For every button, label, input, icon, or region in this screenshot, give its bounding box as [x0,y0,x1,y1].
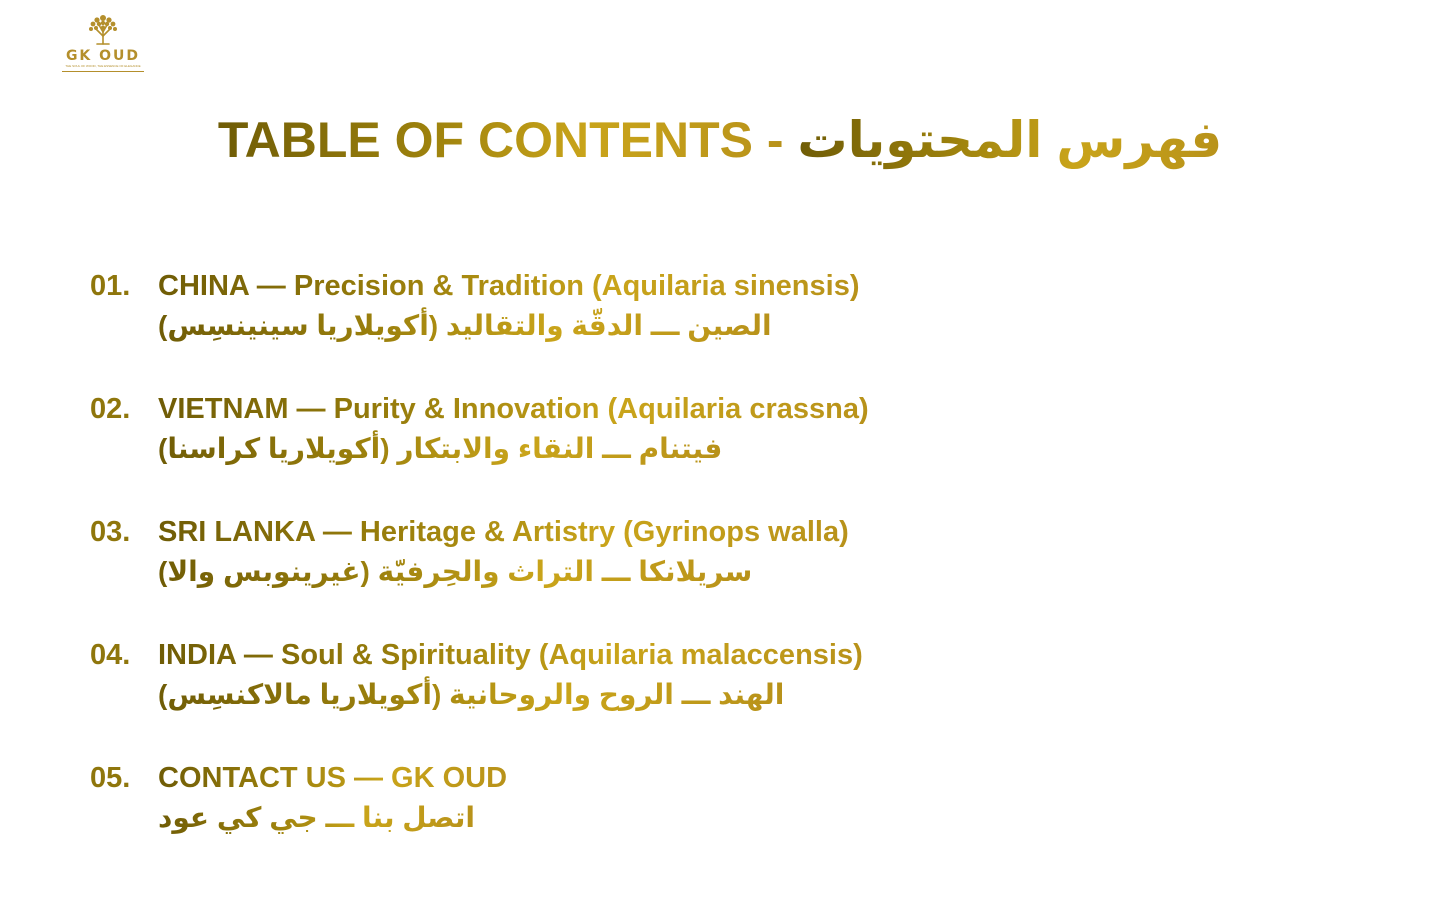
toc-entry-title-english: SRI LANKA — Heritage & Artistry (Gyrinops walla) [158,512,849,552]
page-title-english: TABLE OF CONTENTS - [218,108,784,172]
toc-list [90,266,1190,881]
toc-entry-title-arabic: فيتنام ـــ النقاء والابتكار (أكويلاريا كراسنا) [158,429,722,469]
toc-entry-number: 03. [90,516,131,548]
toc-entry-title-english: CONTACT US — GK OUD [158,758,507,798]
toc-entry[interactable] [90,266,1190,389]
brand-name: GK OUD [65,48,141,64]
brand-tagline: THE SOUL OF WOOD, THE ESSENCE OF ELEGANCE [65,64,141,68]
logo-divider [62,71,144,72]
toc-entry-title-arabic: الهند ـــ الروح والروحانية (أكويلاريا مالاكنسِس) [158,675,784,715]
page-title [0,108,1440,172]
toc-entry-title-english: CHINA — Precision & Tradition (Aquilaria sinensis) [158,266,860,306]
tree-icon [85,12,121,46]
toc-entry[interactable] [90,635,1190,758]
toc-entry-number: 01. [90,270,131,302]
toc-entry-number: 04. [90,639,131,671]
toc-entry[interactable] [90,758,1190,881]
page-title-arabic: فهرس المحتويات [797,108,1222,172]
toc-entry-title-english: VIETNAM — Purity & Innovation (Aquilaria crassna) [158,389,869,429]
toc-entry[interactable] [90,512,1190,635]
toc-entry-title-english: INDIA — Soul & Spirituality (Aquilaria malaccensis) [158,635,863,675]
toc-entry-title-arabic: اتصل بنا ـــ جي كي عود [158,798,475,838]
toc-entry[interactable] [90,389,1190,512]
toc-entry-number: 05. [90,762,131,794]
toc-entry-title-arabic: الصين ـــ الدقّة والتقاليد (أكويلاريا سينينسِس) [158,306,772,346]
toc-entry-number: 02. [90,393,131,425]
toc-entry-title-arabic: سريلانكا ـــ التراث والحِرفيّة (غيرينوبس والا) [158,552,752,592]
brand-logo [58,12,148,84]
